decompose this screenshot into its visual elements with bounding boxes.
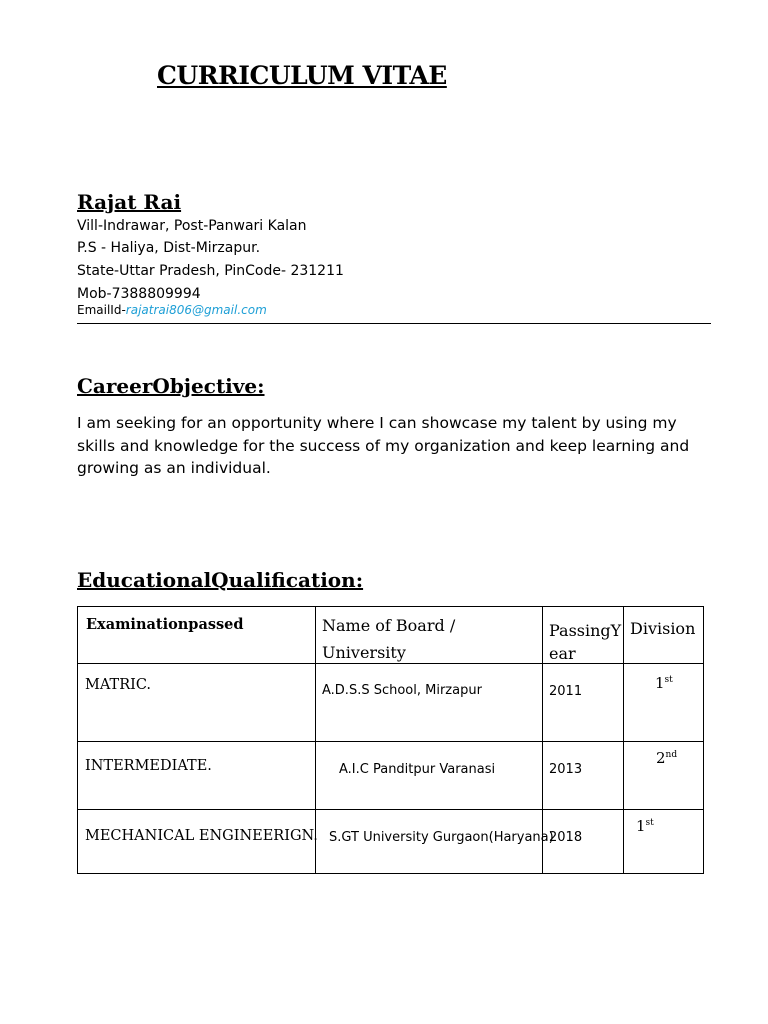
email-link[interactable]: rajatrai806@gmail.com [125, 303, 267, 317]
email-label: EmailId- [77, 303, 126, 317]
document-title: CURRICULUM VITAE [157, 61, 447, 90]
career-objective-text: I am seeking for an opportunity where I can showcase my talent by using my skills and knowledge for the success of my organization and keep learning and growing as an individual. [77, 414, 690, 477]
header-cell-exam [78, 607, 316, 664]
exam-name: MECHANICAL ENGINEERIGN. [85, 828, 318, 844]
table-row [78, 742, 704, 810]
division-cell [624, 810, 704, 874]
passing-year: 2018 [549, 830, 583, 845]
exam-name: MATRIC. [85, 677, 152, 693]
year-cell [543, 742, 624, 810]
header-division: Division [630, 619, 696, 638]
address-line-1: Vill-Indrawar, Post-Panwari Kalan [77, 218, 307, 234]
passing-year: 2013 [549, 762, 583, 777]
board-name: S.GT University Gurgaon(Haryana) [329, 830, 554, 845]
exam-cell [78, 810, 316, 874]
exam-cell [78, 742, 316, 810]
table-row [78, 810, 704, 874]
board-cell [316, 664, 543, 742]
mobile-number: Mob-7388809994 [77, 286, 201, 302]
header-divider [77, 323, 711, 324]
header-year: PassingYear [549, 621, 622, 663]
header-exam: Examinationpassed [86, 616, 244, 633]
division-cell [624, 742, 704, 810]
board-name: A.D.S.S School, Mirzapur [322, 683, 482, 698]
exam-cell [78, 664, 316, 742]
year-cell [543, 664, 624, 742]
header-cell-year [543, 607, 624, 664]
division-cell [624, 664, 704, 742]
header-cell-board [316, 607, 543, 664]
education-table [77, 606, 704, 874]
board-name: A.I.C Panditpur Varanasi [339, 762, 496, 777]
division-value: 2nd [656, 749, 678, 767]
address-line-2: P.S - Haliya, Dist-Mirzapur. [77, 240, 261, 256]
career-objective-heading: CareerObjective: [77, 374, 265, 398]
passing-year: 2011 [549, 684, 583, 699]
board-cell [316, 810, 554, 874]
education-heading: EducationalQualification: [77, 568, 364, 592]
table-row [78, 664, 704, 742]
email-row [77, 303, 267, 317]
header-cell-division [624, 607, 704, 664]
table-header-row [78, 607, 704, 664]
address-line-3: State-Uttar Pradesh, PinCode- 231211 [77, 263, 344, 279]
board-cell [316, 742, 543, 810]
header-board: Name of Board / University [322, 616, 456, 662]
division-value: 1st [636, 817, 654, 835]
division-value: 1st [655, 674, 673, 692]
exam-name: INTERMEDIATE. [85, 758, 212, 774]
candidate-name: Rajat Rai [77, 190, 182, 214]
year-cell [543, 810, 624, 874]
